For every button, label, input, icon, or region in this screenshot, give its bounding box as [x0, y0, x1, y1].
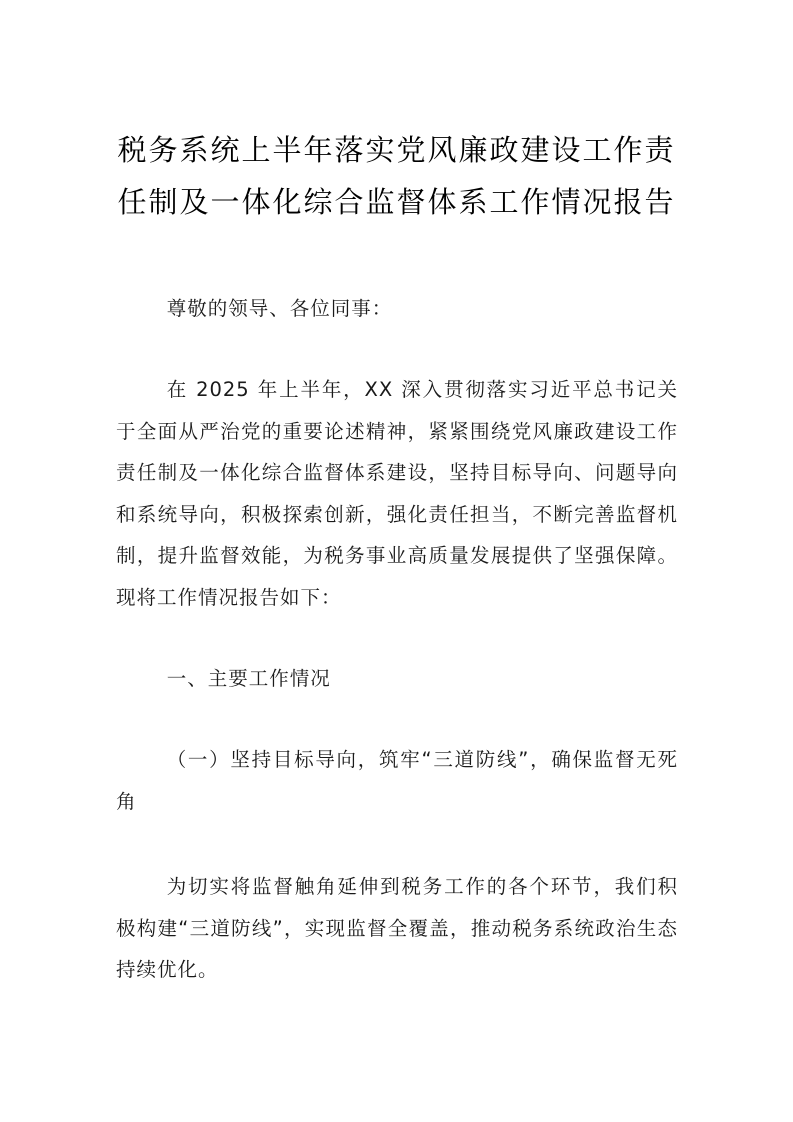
document-title: [115, 124, 678, 228]
intro-paragraph: 在 2025 年上半年，XX 深入贯彻落实习近平总书记关于全面从严治党的重要论述精神，紧紧围绕党风廉政建设工作责任制及一体化综合监督体系建设，坚持目标导向、问题导向和系统导向，积极探索创新，强化责任担当，不断完善监督机制，提升监督效能，为税务事业高质量发展提供了坚强保障。现将工作情况报告如下：: [116, 378, 678, 609]
title-line-2: 任制及一体化综合监督体系工作情况报告: [117, 185, 676, 219]
subsection-heading-goal-oriented: （一）坚持目标导向，筑牢“三道防线”，确保监督无死角: [116, 748, 678, 813]
subsection-body-paragraph: 为切实将监督触角延伸到税务工作的各个环节，我们积极构建“三道防线”，实现监督全覆盖，推动税务系统政治生态持续优化。: [116, 875, 678, 981]
title-line-1: 税务系统上半年落实党风廉政建设工作责: [117, 133, 676, 167]
greeting-paragraph: 尊敬的领导、各位同事：: [166, 297, 393, 320]
section-heading-main-work: 一、主要工作情况: [166, 667, 331, 690]
